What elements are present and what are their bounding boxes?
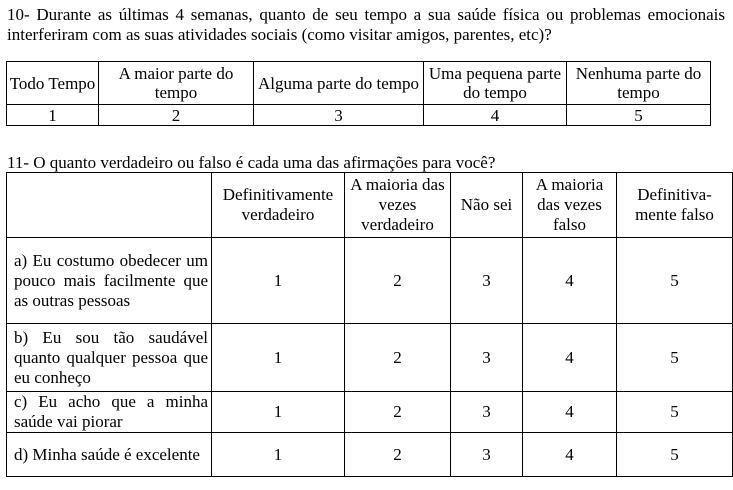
row-value: 5 <box>617 238 733 324</box>
row-value: 3 <box>451 324 523 392</box>
table-header-row <box>7 62 711 105</box>
option-value-4: 4 <box>424 105 567 126</box>
row-value: 4 <box>523 324 617 392</box>
row-value: 5 <box>617 324 733 392</box>
row-value: 1 <box>212 433 345 477</box>
row-value: 1 <box>212 324 345 392</box>
option-value-1: 1 <box>7 105 99 126</box>
row-value: 1 <box>212 238 345 324</box>
option-value-5: 5 <box>567 105 711 126</box>
question-11-table <box>6 172 733 477</box>
table-header-row <box>7 173 733 238</box>
option-value-3: 3 <box>254 105 424 126</box>
row-value: 1 <box>212 392 345 433</box>
question-11-text: 11- O quanto verdadeiro ou falso é cada uma das afirmações para você? <box>7 153 496 172</box>
table-row <box>7 238 733 324</box>
option-header-2: A maior parte do tempo <box>99 62 254 105</box>
row-label: a) Eu costumo obedecer um pouco mais facilmente que as outras pessoas <box>7 238 212 324</box>
row-value: 5 <box>617 392 733 433</box>
column-header: Definitiva-mente falso <box>617 173 733 238</box>
row-value: 2 <box>345 433 451 477</box>
table-row <box>7 324 733 392</box>
row-value: 2 <box>345 238 451 324</box>
question-10-table <box>6 61 711 126</box>
column-header: Definitivamente verdadeiro <box>212 173 345 238</box>
row-value: 3 <box>451 238 523 324</box>
row-label: c) Eu acho que a minha saúde vai piorar <box>7 392 212 433</box>
option-header-1: Todo Tempo <box>7 62 99 105</box>
column-header: Não sei <box>451 173 523 238</box>
row-value: 2 <box>345 324 451 392</box>
question-10-text: 10- Durante as últimas 4 semanas, quanto de seu tempo a sua saúde física ou problemas emocionais interferiram com as suas atividades sociais (como visitar amigos, parentes, etc)? <box>7 5 725 44</box>
row-label: b) Eu sou tão saudável quanto qualquer pessoa que eu conheço <box>7 324 212 392</box>
empty-header-cell <box>7 173 212 238</box>
option-header-5: Nenhuma parte do tempo <box>567 62 711 105</box>
row-value: 5 <box>617 433 733 477</box>
table-row <box>7 105 711 126</box>
option-header-3: Alguma parte do tempo <box>254 62 424 105</box>
row-value: 3 <box>451 392 523 433</box>
option-value-2: 2 <box>99 105 254 126</box>
row-value: 4 <box>523 392 617 433</box>
column-header: A maioria das vezes falso <box>523 173 617 238</box>
row-value: 4 <box>523 238 617 324</box>
row-value: 4 <box>523 433 617 477</box>
row-value: 2 <box>345 392 451 433</box>
option-header-4: Uma pequena parte do tempo <box>424 62 567 105</box>
row-label: d) Minha saúde é excelente <box>7 433 212 477</box>
row-value: 3 <box>451 433 523 477</box>
table-row <box>7 392 733 433</box>
column-header: A maioria das vezes verdadeiro <box>345 173 451 238</box>
table-row <box>7 433 733 477</box>
